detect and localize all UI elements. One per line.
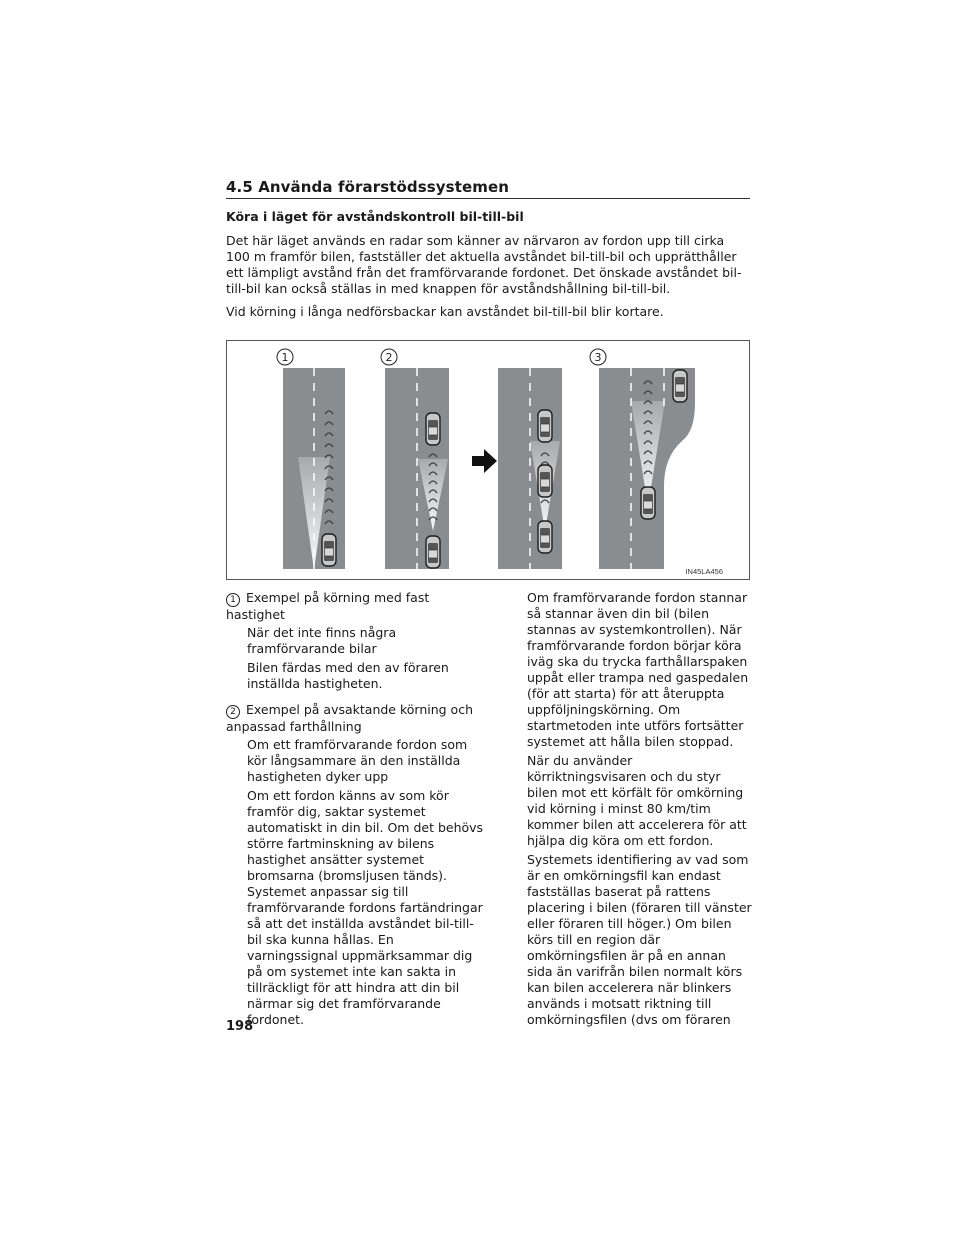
left-column [226, 590, 486, 1028]
own-car [322, 534, 336, 566]
marker-2-label: 2 [385, 351, 393, 364]
illustration-figure [226, 340, 750, 580]
road-3 [498, 368, 562, 569]
marker-1 [277, 349, 293, 365]
item-paragraph: Bilen färdas med den av föraren inställda hastigheten. [247, 660, 449, 691]
road-4 [599, 368, 695, 569]
leading-car [538, 410, 552, 442]
following-car [538, 521, 552, 553]
radar-cruise-diagram [227, 341, 749, 579]
body-paragraph: Systemets identifiering av vad som är en omkörningsfil kan endast fastställas baserat på rattens placering i bilen (föraren till vänster eller föraren till höger.) Om bilen körs till en region där omkörningsfilen är på en annan sida än varifrån bilen normalt körs kan bilen accelerera när blinkers används i motsatt riktning till omkörningsfilen (dvs om föraren [527, 852, 752, 1027]
page-number: 198 [226, 1019, 254, 1034]
marker-1-label: 1 [281, 351, 289, 364]
road-2 [385, 368, 449, 569]
arrow-right-icon [472, 449, 497, 473]
item-title: Exempel på avsaktande körning och anpassad farthållning [226, 702, 473, 734]
intro-text [226, 233, 750, 327]
leading-car [426, 413, 440, 445]
marker-2 [381, 349, 397, 365]
item-title: Exempel på körning med fast hastighet [226, 590, 430, 622]
leading-car [673, 370, 687, 402]
intro-paragraph: Vid körning i långa nedförsbackar kan avståndet bil-till-bil blir kortare. [226, 304, 664, 319]
item-paragraph: Om ett fordon känns av som kör framför dig, saktar systemet automatiskt in din bil. Om det behövs större fartminskning av bilens hastighet ansätter systemet bromsarna (bromsljusen tänds). Systemet anpassar sig till framförvarande fordons fartändringar så att det inställda avståndet bil-till-bil ska kunna hållas. En varningssignal uppmärksammar dig på om systemet inte kan sakta in tillräckligt för att hindra att din bil närmar sig det framförvarande fordonet. [247, 788, 484, 1027]
body-paragraph: När du använder körriktningsvisaren och du styr bilen mot ett körfält för omkörning vid körning i minst 80 km/tim kommer bilen att accelerera för att hjälpa dig köra om ett fordon. [527, 753, 747, 848]
marker-3-label: 3 [594, 351, 602, 364]
road-1 [283, 368, 345, 570]
own-car [641, 487, 655, 519]
section-title: 4.5 Använda förarstödssystemen [226, 178, 510, 196]
item-1 [226, 590, 486, 692]
own-car [426, 536, 440, 568]
subsection-title: Köra i läget för avståndskontroll bil-till-bil [226, 209, 524, 224]
item-paragraph: Om ett framförvarande fordon som kör långsammare än den inställda hastigheten dyker upp [247, 737, 468, 784]
item-2 [226, 702, 486, 1028]
item-number: 1 [226, 593, 240, 607]
body-paragraph: Om framförvarande fordon stannar så stannar även din bil (bilen stannas av systemkontrollen). När framförvarande fordon börjar köra iväg ska du trycka farthållarspaken uppåt eller trampa ned gaspedalen (för att starta) för att återuppta uppföljningskörning. Om startmetoden inte utförs fortsätter systemet att hålla bilen stoppad. [527, 590, 749, 749]
marker-3 [590, 349, 606, 365]
figure-code: IN45LA456 [685, 567, 723, 576]
right-column [527, 590, 755, 1028]
own-car [538, 465, 552, 497]
intro-paragraph: Det här läget används en radar som känner av närvaron av fordon upp till cirka 100 m framför bilen, fastställer det aktuella avståndet bil-till-bil och upprätthåller ett lämpligt avstånd från det framförvarande fordonet. Det önskade avståndet bil-till-bil kan också ställas in med knappen för avståndshållning bil-till-bil. [226, 233, 742, 296]
section-rule [226, 198, 750, 199]
item-paragraph: När det inte finns några framförvarande bilar [247, 625, 397, 656]
item-number: 2 [226, 705, 240, 719]
